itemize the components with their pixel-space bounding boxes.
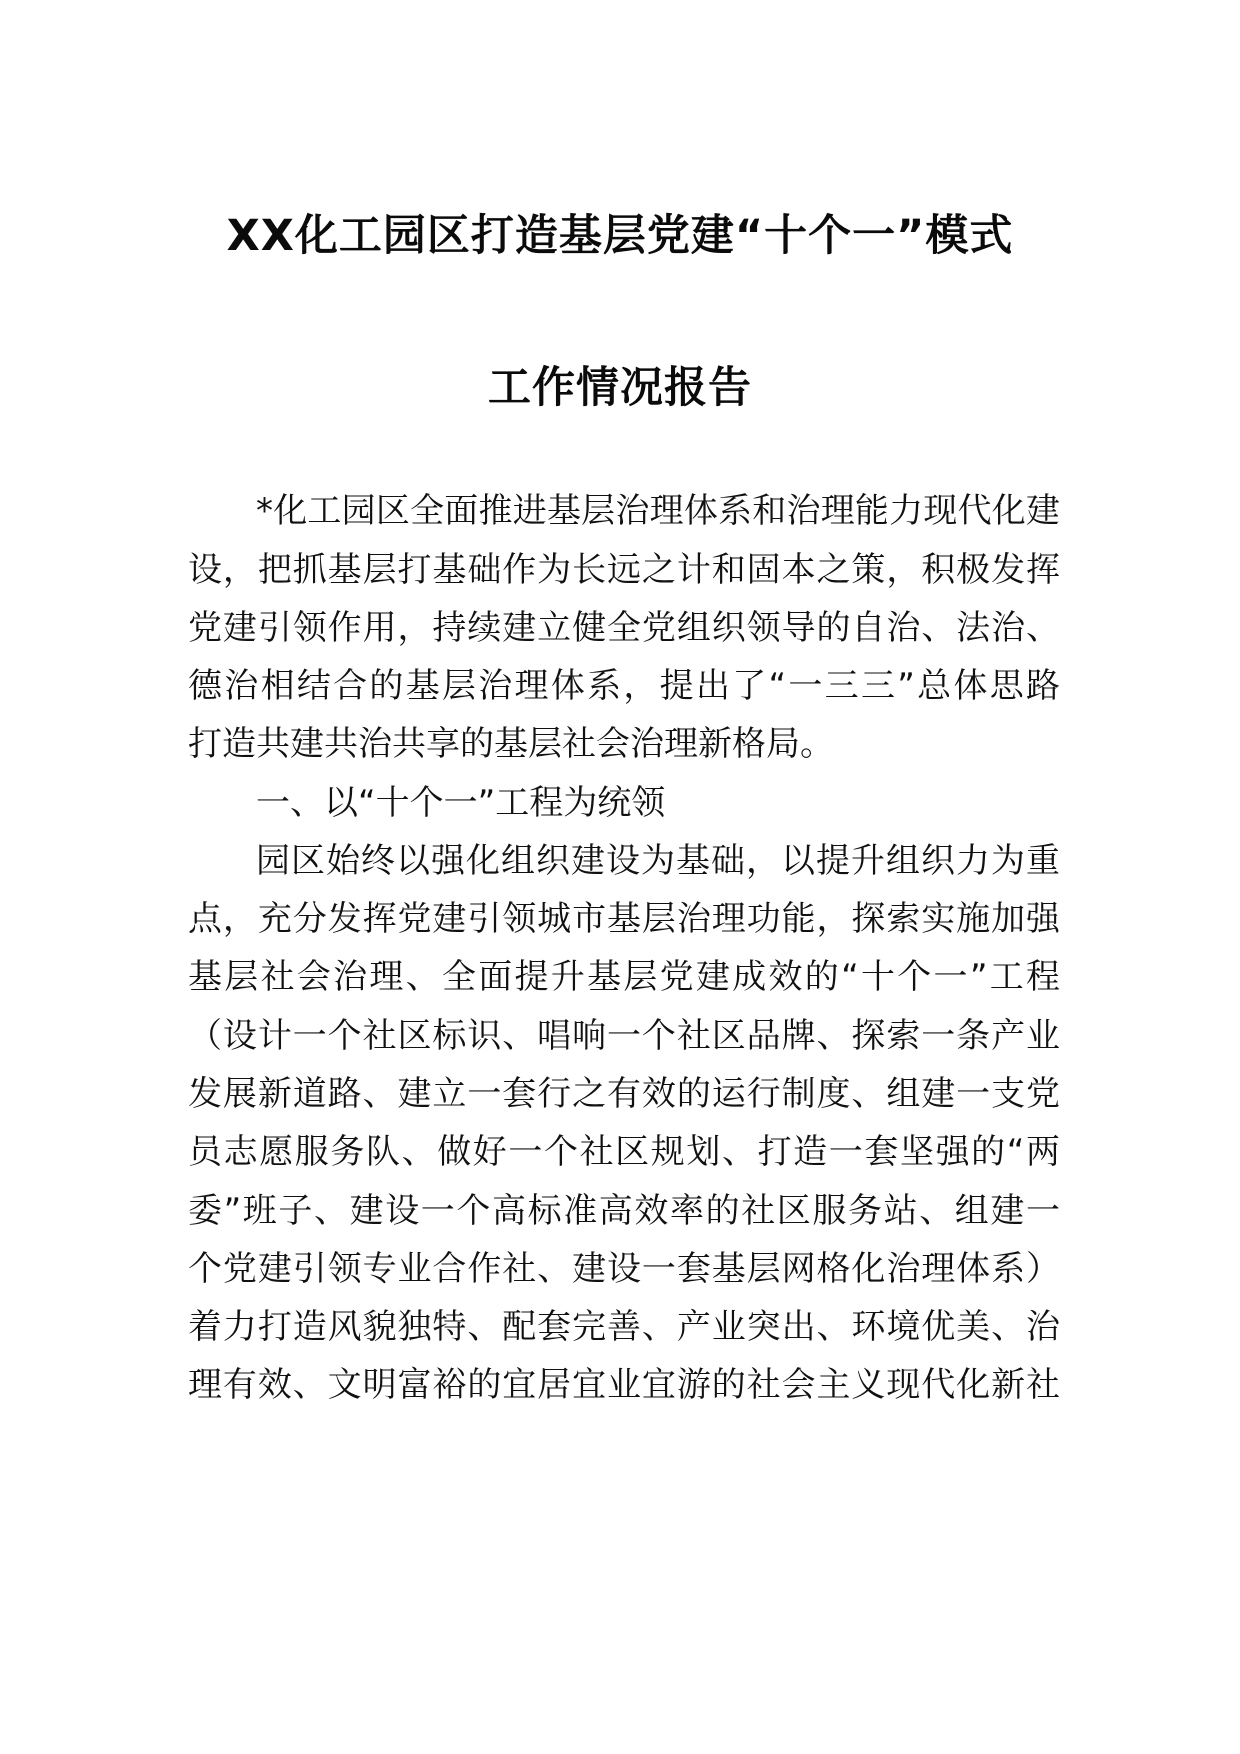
body-line: 德治相结合的基层治理体系，提出了“一三三”总体思路: [188, 666, 1060, 706]
body-line: 基层社会治理、全面提升基层党建成效的“十个一”工程: [188, 957, 1060, 997]
body-line: 设，把抓基层打基础作为长远之计和固本之策，积极发挥: [188, 550, 1060, 590]
body-line: 理有效、文明富裕的宜居宜业宜游的社会主义现代化新社: [188, 1365, 1060, 1405]
section-heading: 一、以“十个一”工程为统领: [256, 783, 666, 823]
body-line: 着力打造风貌独特、配套完善、产业突出、环境优美、治: [188, 1307, 1060, 1347]
body-line: 发展新道路、建立一套行之有效的运行制度、组建一支党: [188, 1074, 1060, 1114]
body-line: 打造共建共治共享的基层社会治理新格局。: [188, 724, 834, 764]
document-title-line-1: XX化工园区打造基层党建“十个一”模式: [226, 211, 1014, 261]
body-line: *化工园区全面推进基层治理体系和治理能力现代化建: [256, 491, 1060, 531]
body-line: 个党建引领专业合作社、建设一套基层网格化治理体系）: [188, 1249, 1060, 1289]
body-line: 点，充分发挥党建引领城市基层治理功能，探索实施加强: [188, 899, 1060, 939]
body-line: 党建引领作用，持续建立健全党组织领导的自治、法治、: [188, 608, 1060, 648]
body-line: 委”班子、建设一个高标准高效率的社区服务站、组建一: [188, 1191, 1060, 1231]
body-line: （设计一个社区标识、唱响一个社区品牌、探索一条产业: [188, 1016, 1060, 1056]
body-line: 员志愿服务队、做好一个社区规划、打造一套坚强的“两: [188, 1132, 1060, 1172]
document-title-line-2: 工作情况报告: [488, 363, 752, 413]
body-line: 园区始终以强化组织建设为基础，以提升组织力为重: [256, 841, 1060, 881]
